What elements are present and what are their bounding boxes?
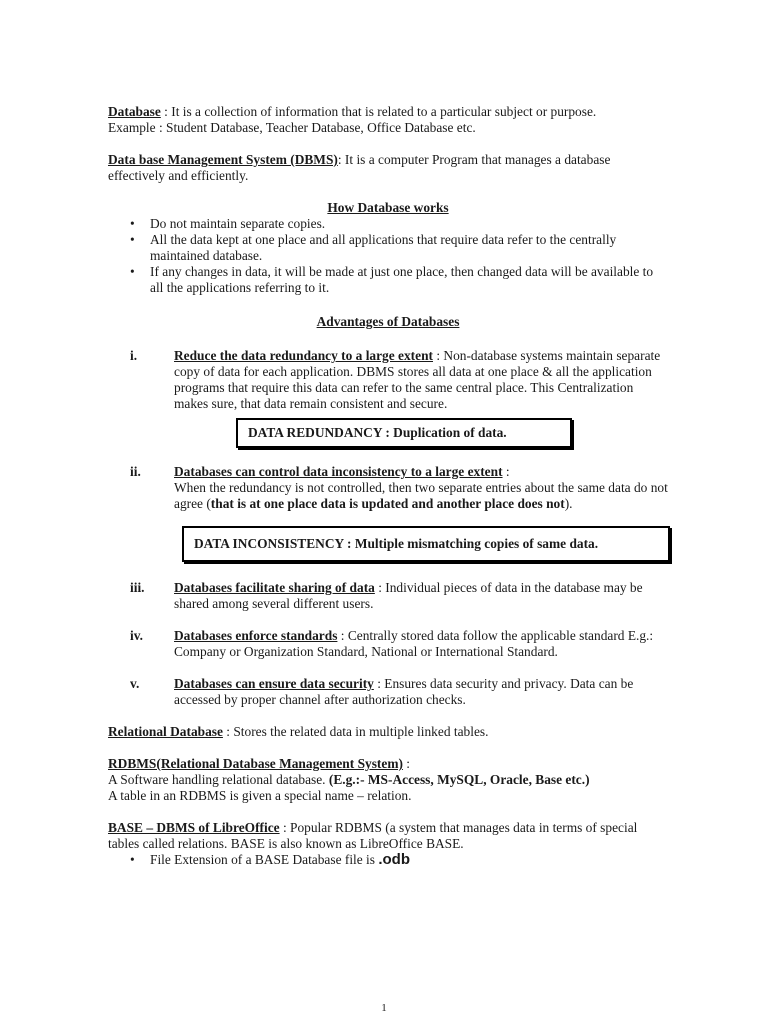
advantage-title: Reduce the data redundancy to a large extent bbox=[174, 348, 433, 363]
roman-num: i. bbox=[130, 348, 138, 363]
roman-num: iii. bbox=[130, 580, 145, 595]
data-inconsistency-box: DATA INCONSISTENCY : Multiple mismatching copies of same data. bbox=[182, 526, 670, 562]
advantage-title: Databases can ensure data security bbox=[174, 676, 374, 691]
rdbms-line1: A Software handling relational database. bbox=[108, 772, 329, 787]
rdbms-term: RDBMS(Relational Database Management System) bbox=[108, 756, 403, 771]
rdbms-examples: (E.g.:- MS-Access, MySQL, Oracle, Base etc.) bbox=[328, 772, 590, 787]
advantage-text: : bbox=[502, 464, 510, 479]
advantage-text: : Non-database systems maintain separate copy of data for each application. DBMS stores all data at one place & all the application programs that require this data can refer to the same central place. This Centralization makes sure, that data remain consistent and secure. bbox=[174, 348, 661, 411]
rdbms-line2: A table in an RDBMS is given a special name – relation. bbox=[108, 788, 412, 803]
base-term: BASE – DBMS of LibreOffice bbox=[108, 820, 280, 835]
roman-num: iv. bbox=[130, 628, 144, 643]
database-definition bbox=[108, 104, 668, 136]
data-redundancy-box: DATA REDUNDANCY : Duplication of data. bbox=[236, 418, 572, 448]
rdbms-definition bbox=[108, 756, 668, 804]
bullet-item: • All the data kept at one place and all applications that require data refer to the centrally maintained database. bbox=[108, 232, 668, 264]
odb-extension: .odb bbox=[378, 851, 410, 868]
relational-term: Relational Database bbox=[108, 724, 223, 739]
database-def: : It is a collection of information that is related to a particular subject or purpose. bbox=[160, 104, 597, 119]
relational-def: : Stores the related data in multiple linked tables. bbox=[222, 724, 489, 739]
roman-num: v. bbox=[130, 676, 140, 691]
how-bullets bbox=[108, 216, 668, 296]
how-heading: How Database works bbox=[327, 200, 449, 215]
advantage-title: Databases facilitate sharing of data bbox=[174, 580, 375, 595]
bullet-item: • Do not maintain separate copies. bbox=[108, 216, 668, 232]
advantage-bold: that is at one place data is updated and another place does not bbox=[210, 496, 565, 511]
advantage-item-4 bbox=[108, 628, 668, 660]
bullet-item: • If any changes in data, it will be made at just one place, then changed data will be available to all the applications referring to it. bbox=[108, 264, 668, 296]
roman-num: ii. bbox=[130, 464, 141, 479]
relational-definition bbox=[108, 724, 668, 740]
advantage-item-1 bbox=[108, 348, 668, 412]
base-def: : Popular RDBMS (a system that manages data in terms of special tables called relations. BASE is also known as LibreOffice BASE. bbox=[108, 820, 638, 851]
advantage-text: : Ensures data security and privacy. Data can be accessed by proper channel after authorization checks. bbox=[174, 676, 634, 707]
advantage-text-3: ). bbox=[564, 496, 573, 511]
advantage-item-2 bbox=[108, 464, 668, 512]
dbms-def: : It is a computer Program that manages a database effectively and efficiently. bbox=[108, 152, 611, 183]
advantage-text: : Individual pieces of data in the database may be shared among several different users. bbox=[174, 580, 643, 611]
advantages-heading: Advantages of Databases bbox=[316, 314, 460, 329]
advantage-item-5 bbox=[108, 676, 668, 708]
advantage-title: Databases enforce standards bbox=[174, 628, 338, 643]
dbms-definition bbox=[108, 152, 668, 184]
advantage-title: Databases can control data inconsistency to a large extent bbox=[174, 464, 503, 479]
database-example: Example : Student Database, Teacher Database, Office Database etc. bbox=[108, 120, 476, 135]
document-page bbox=[108, 104, 668, 868]
base-bullet-text: File Extension of a BASE Database file is bbox=[150, 852, 379, 867]
page-number: 1 bbox=[381, 1002, 387, 1014]
rdbms-colon: : bbox=[402, 756, 411, 771]
base-bullets bbox=[108, 852, 668, 868]
base-definition bbox=[108, 820, 668, 852]
advantage-text: : Centrally stored data follow the applicable standard E.g.: Company or Organization Standard, National or International Standard. bbox=[174, 628, 654, 659]
advantage-item-3 bbox=[108, 580, 668, 612]
database-term: Database bbox=[108, 104, 161, 119]
bullet-item bbox=[108, 852, 668, 868]
dbms-term: Data base Management System (DBMS) bbox=[108, 152, 338, 167]
advantage-text-2: When the redundancy is not controlled, then two separate entries about the same data do not agree ( bbox=[174, 480, 668, 511]
